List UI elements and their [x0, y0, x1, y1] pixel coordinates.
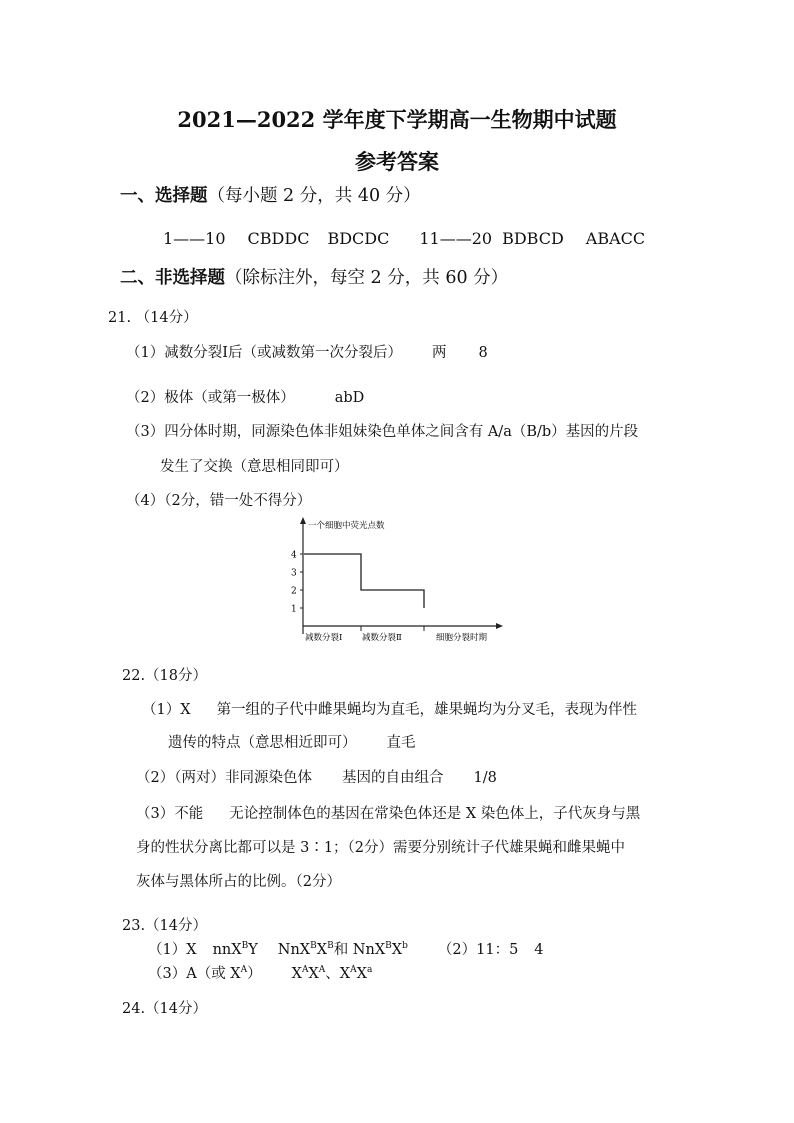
- section1-note: （每小题 2 分，共 40 分）: [207, 186, 421, 206]
- y-axis-arrow: [300, 517, 306, 524]
- q22-p1-line2-a: 遗传的特点（意思相近即可）: [168, 735, 357, 751]
- choice-answers-1: CBDDC: [247, 229, 310, 248]
- q23-label: 23.（14分）: [122, 918, 208, 934]
- chart-series-line: [304, 554, 424, 608]
- choice-answers-2: BDCDC: [327, 229, 390, 248]
- q22-part3-line2: 身的性状分离比都可以是 3∶1；（2分）需要分别统计子代雄果蝇和雌果蝇中: [136, 840, 626, 856]
- section2-heading-row: [120, 264, 508, 289]
- q23-l1-a: （1）X: [148, 942, 197, 958]
- q23-l2-b2: X: [308, 966, 319, 982]
- q22-p1-answer-a: （1）X: [142, 702, 191, 718]
- q21-part1: [126, 341, 488, 362]
- y-tick-label: 2: [291, 586, 297, 597]
- chart-xlabel: 细胞分裂时期: [436, 633, 488, 643]
- q23-l2-b4-sup: a: [366, 965, 373, 976]
- q22-p1-answer-b: 第一组的子代中雌果蝇均为直毛，雄果蝇均为分叉毛，表现为伴性: [216, 702, 638, 718]
- fluorescence-chart: [286, 514, 508, 648]
- q22-p2-answer-b: 基因的自由组合: [341, 770, 444, 786]
- q22-p3-answer-b: 无论控制体色的基因在常染色体还是 X 染色体上，子代灰身与黑: [229, 806, 641, 822]
- q21-p1-answer-c: 8: [478, 345, 488, 361]
- q23-l1-b1: nnX: [212, 942, 242, 958]
- q21-p2-answer-a: （2）极体（或第一极体）: [126, 390, 295, 406]
- q23-l1-c3-sup: B: [385, 941, 392, 952]
- q22-p2-answer-a: （2）（两对）非同源染色体: [136, 770, 312, 786]
- q23-l2-b3: 、X: [325, 966, 351, 982]
- phase-label: 减数分裂Ⅱ: [362, 633, 402, 643]
- section2-note: （除标注外，每空 2 分，共 60 分）: [225, 268, 509, 288]
- q21-label: 21. （14分）: [108, 310, 198, 326]
- q21-p1-answer-a: （1）减数分裂Ⅰ后（或减数第一次分裂后）: [126, 345, 402, 361]
- choice-range-1: 1——10: [163, 229, 226, 248]
- q23-l2-a: （3）A（或 X: [148, 966, 241, 982]
- q21-part3-line1: （3）四分体时期，同源染色体非姐妹染色单体之间含有 A/a（B/b）基因的片段: [126, 424, 639, 440]
- q23-l1-b2: Y: [248, 942, 258, 958]
- choice-answers-3: BDBCD: [502, 229, 564, 248]
- q23-l2-b4: X: [356, 966, 367, 982]
- q21-p1-answer-b: 两: [431, 345, 447, 361]
- q23-l1-c1-sup: B: [310, 941, 317, 952]
- q23-l1-d: （2）11：5: [437, 942, 519, 958]
- q23-l2-b1-sup: A: [301, 965, 309, 976]
- x-axis-arrow: [496, 623, 503, 629]
- q23-line2: [148, 962, 372, 983]
- section2-heading: 二、非选择题: [120, 268, 225, 288]
- q23-l1-c4-sup: b: [402, 941, 408, 952]
- q22-part1-line2: [168, 731, 416, 752]
- q23-l1-c3: 和 NnX: [333, 942, 386, 958]
- q23-l2-b3-sup: A: [350, 965, 357, 976]
- q24-label: 24.（14分）: [122, 1001, 208, 1017]
- choice-range-2: 11——20: [419, 229, 493, 248]
- chart-ylabel: 一个细胞中荧光点数: [308, 521, 385, 531]
- q23-l2-b2-sup: A: [318, 965, 326, 976]
- q21-part3-line2: 发生了交换（意思相同即可）: [160, 459, 349, 475]
- phase-label: 减数分裂Ⅰ: [305, 633, 343, 643]
- q23-line1: [148, 938, 544, 959]
- q22-p3-answer-a: （3）不能: [136, 806, 204, 822]
- q23-l1-c4: X: [391, 942, 403, 958]
- q21-part4: （4）（2分，错一处不得分）: [126, 493, 312, 509]
- chart-axes: [300, 517, 503, 634]
- q23-l1-c1: NnX: [277, 942, 311, 958]
- choice-answers-4: ABACC: [585, 229, 646, 248]
- section1-heading-row: [120, 182, 421, 207]
- q21-part2: [126, 386, 364, 407]
- section1-heading: 一、选择题: [120, 186, 208, 206]
- q22-part1-line1: [142, 698, 637, 719]
- q23-l1-e: 4: [534, 942, 544, 958]
- page-title: 2021—2022 学年度下学期高一生物期中试题: [177, 107, 617, 132]
- choice-answers-row: [163, 229, 645, 248]
- q23-l2-b1: X: [291, 966, 302, 982]
- page-subtitle: 参考答案: [355, 149, 439, 174]
- q22-part3-line3: 灰体与黑体所占的比例。（2分）: [136, 874, 341, 890]
- y-tick-label: 1: [291, 604, 297, 615]
- q22-part3-line1: [136, 802, 640, 823]
- y-tick-label: 3: [291, 568, 297, 579]
- q21-p2-answer-b: abD: [334, 390, 365, 406]
- q22-label: 22.（18分）: [122, 668, 208, 684]
- y-tick-label: 4: [291, 550, 297, 561]
- q23-l2-a-sup: A: [240, 965, 248, 976]
- q23-l1-c2-sup: B: [327, 941, 334, 952]
- q22-p1-line2-b: 直毛: [386, 735, 416, 751]
- q23-l1-c2: X: [316, 942, 328, 958]
- q22-p2-answer-c: 1/8: [473, 770, 497, 786]
- q23-l2-a2: ）: [247, 966, 262, 982]
- q22-part2: [136, 766, 497, 787]
- q23-l1-b1-sup: B: [241, 941, 249, 952]
